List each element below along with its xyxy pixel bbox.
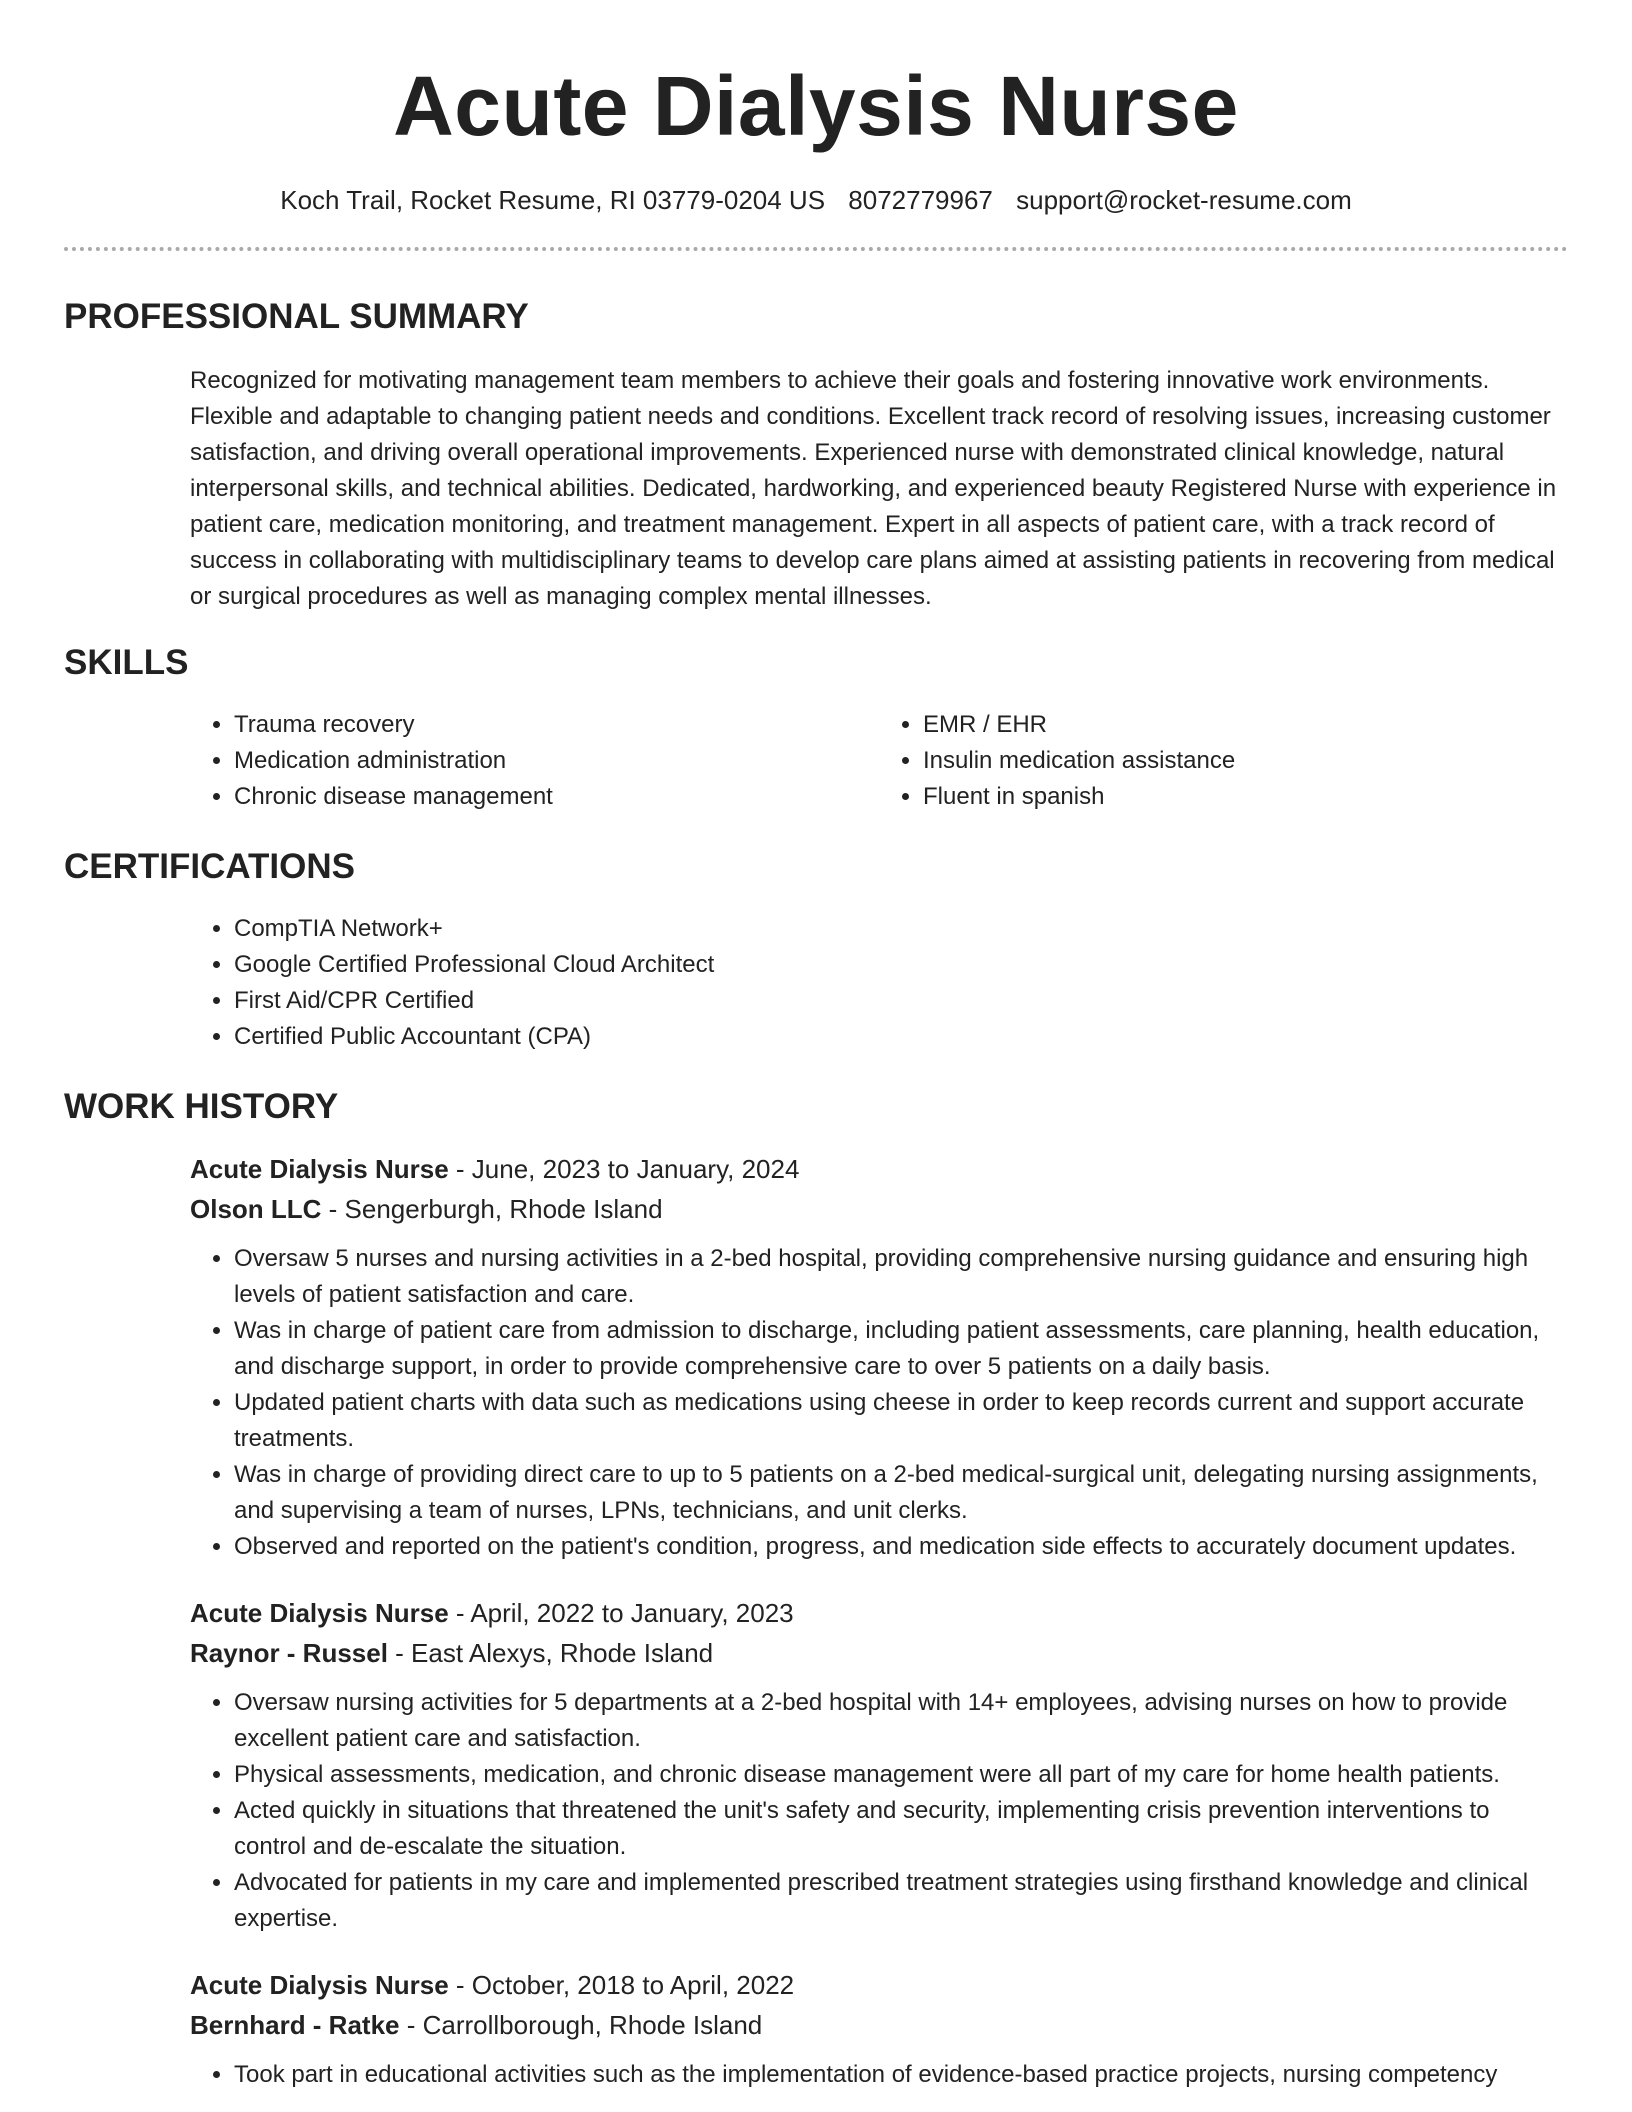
job-bullet: • Oversaw 5 nurses and nursing activities in a 2-bed hospital, providing comprehensive nursing guidance and ensuring high levels of patient satisfaction and care. bbox=[234, 1241, 1568, 1313]
job-bullets bbox=[190, 1241, 1568, 1565]
job-company-line bbox=[190, 1633, 1568, 1673]
job-role: Acute Dialysis Nurse bbox=[190, 1598, 449, 1628]
header-divider bbox=[64, 247, 1568, 251]
skill-item: • Trauma recovery bbox=[234, 707, 879, 743]
skill-item: • Fluent in spanish bbox=[923, 779, 1568, 815]
certifications-list bbox=[190, 911, 1568, 1055]
job-bullets bbox=[190, 2057, 1568, 2093]
section-title-summary: PROFESSIONAL SUMMARY bbox=[64, 297, 529, 336]
skill-item: • Medication administration bbox=[234, 743, 879, 779]
job-role-line bbox=[190, 1149, 1568, 1189]
job-dates: - October, 2018 to April, 2022 bbox=[448, 1970, 795, 2000]
section-title-skills: SKILLS bbox=[64, 643, 189, 682]
section-title-work-history: WORK HISTORY bbox=[64, 1087, 339, 1126]
skill-item: • Insulin medication assistance bbox=[923, 743, 1568, 779]
job-location: - Sengerburgh, Rhode Island bbox=[321, 1194, 663, 1224]
job-bullet: • Advocated for patients in my care and implemented prescribed treatment strategies using firsthand knowledge and clinical expertise. bbox=[234, 1865, 1568, 1937]
contact-email: support@rocket-resume.com bbox=[1016, 185, 1352, 215]
certification-item: • Certified Public Accountant (CPA) bbox=[234, 1019, 1568, 1055]
job-bullet: • Observed and reported on the patient's condition, progress, and medication side effects to accurately document updates. bbox=[234, 1529, 1568, 1565]
work-history-section bbox=[64, 1149, 1568, 2093]
contact-address: Koch Trail, Rocket Resume, RI 03779-0204 US bbox=[280, 185, 826, 215]
job-company-line bbox=[190, 1189, 1568, 1229]
job-dates: - June, 2023 to January, 2024 bbox=[448, 1154, 800, 1184]
job-bullet: • Physical assessments, medication, and chronic disease management were all part of my care for home health patients. bbox=[234, 1757, 1568, 1793]
job-company: Olson LLC bbox=[190, 1194, 322, 1224]
job-entry bbox=[190, 1593, 1568, 1937]
job-role: Acute Dialysis Nurse bbox=[190, 1154, 449, 1184]
contact-line bbox=[64, 182, 1568, 218]
section-title-certifications: CERTIFICATIONS bbox=[64, 847, 356, 886]
job-role: Acute Dialysis Nurse bbox=[190, 1970, 449, 2000]
job-bullet: • Updated patient charts with data such as medications using cheese in order to keep records current and support accurate treatments. bbox=[234, 1385, 1568, 1457]
job-dates: - April, 2022 to January, 2023 bbox=[448, 1598, 794, 1628]
certification-item: • CompTIA Network+ bbox=[234, 911, 1568, 947]
skills-list-left bbox=[190, 707, 879, 815]
job-bullets bbox=[190, 1685, 1568, 1937]
job-bullet: • Was in charge of providing direct care to up to 5 patients on a 2-bed medical-surgical unit, delegating nursing assignments, and supervising a team of nurses, LPNs, technicians, and unit clerks. bbox=[234, 1457, 1568, 1529]
skills-grid bbox=[190, 707, 1568, 815]
job-bullet: • Was in charge of patient care from admission to discharge, including patient assessments, care planning, health education, and discharge support, in order to provide comprehensive care to over 5 patients on a daily basis. bbox=[234, 1313, 1568, 1385]
job-company: Bernhard - Ratke bbox=[190, 2010, 400, 2040]
job-entry bbox=[190, 1149, 1568, 1565]
job-role-line bbox=[190, 1965, 1568, 2005]
job-entry bbox=[190, 1965, 1568, 2093]
job-location: - East Alexys, Rhode Island bbox=[387, 1638, 714, 1668]
job-bullet: • Acted quickly in situations that threatened the unit's safety and security, implementing crisis prevention interventions to control and de-escalate the situation. bbox=[234, 1793, 1568, 1865]
candidate-name: Acute Dialysis Nurse bbox=[393, 59, 1239, 153]
skills-list-right bbox=[879, 707, 1568, 815]
skill-item: • Chronic disease management bbox=[234, 779, 879, 815]
job-company: Raynor - Russel bbox=[190, 1638, 388, 1668]
certifications-section bbox=[64, 911, 1568, 1055]
skill-item: • EMR / EHR bbox=[923, 707, 1568, 743]
job-bullet: • Oversaw nursing activities for 5 departments at a 2-bed hospital with 14+ employees, advising nurses on how to provide excellent patient care and satisfaction. bbox=[234, 1685, 1568, 1757]
certification-item: • First Aid/CPR Certified bbox=[234, 983, 1568, 1019]
certification-item: • Google Certified Professional Cloud Architect bbox=[234, 947, 1568, 983]
summary-section bbox=[64, 363, 1568, 615]
job-bullet: • Took part in educational activities such as the implementation of evidence-based practice projects, nursing competency bbox=[234, 2057, 1568, 2093]
skills-section bbox=[64, 707, 1568, 815]
summary-text: Recognized for motivating management team members to achieve their goals and fostering innovative work environments. Flexible and adaptable to changing patient needs and conditions. Excellent track record of resolving issues, increasing customer satisfaction, and driving overall operational improvements. Experienced nurse with demonstrated clinical knowledge, natural interpersonal skills, and technical abilities. Dedicated, hardworking, and experienced beauty Registered Nurse with experience in patient care, medication monitoring, and treatment management. Expert in all aspects of patient care, with a track record of success in collaborating with multidisciplinary teams to develop care plans aimed at assisting patients in recovering from medical or surgical procedures as well as managing complex mental illnesses. bbox=[190, 367, 1557, 610]
job-location: - Carrollborough, Rhode Island bbox=[399, 2010, 763, 2040]
job-company-line bbox=[190, 2005, 1568, 2045]
job-role-line bbox=[190, 1593, 1568, 1633]
contact-phone: 8072779967 bbox=[848, 185, 993, 215]
